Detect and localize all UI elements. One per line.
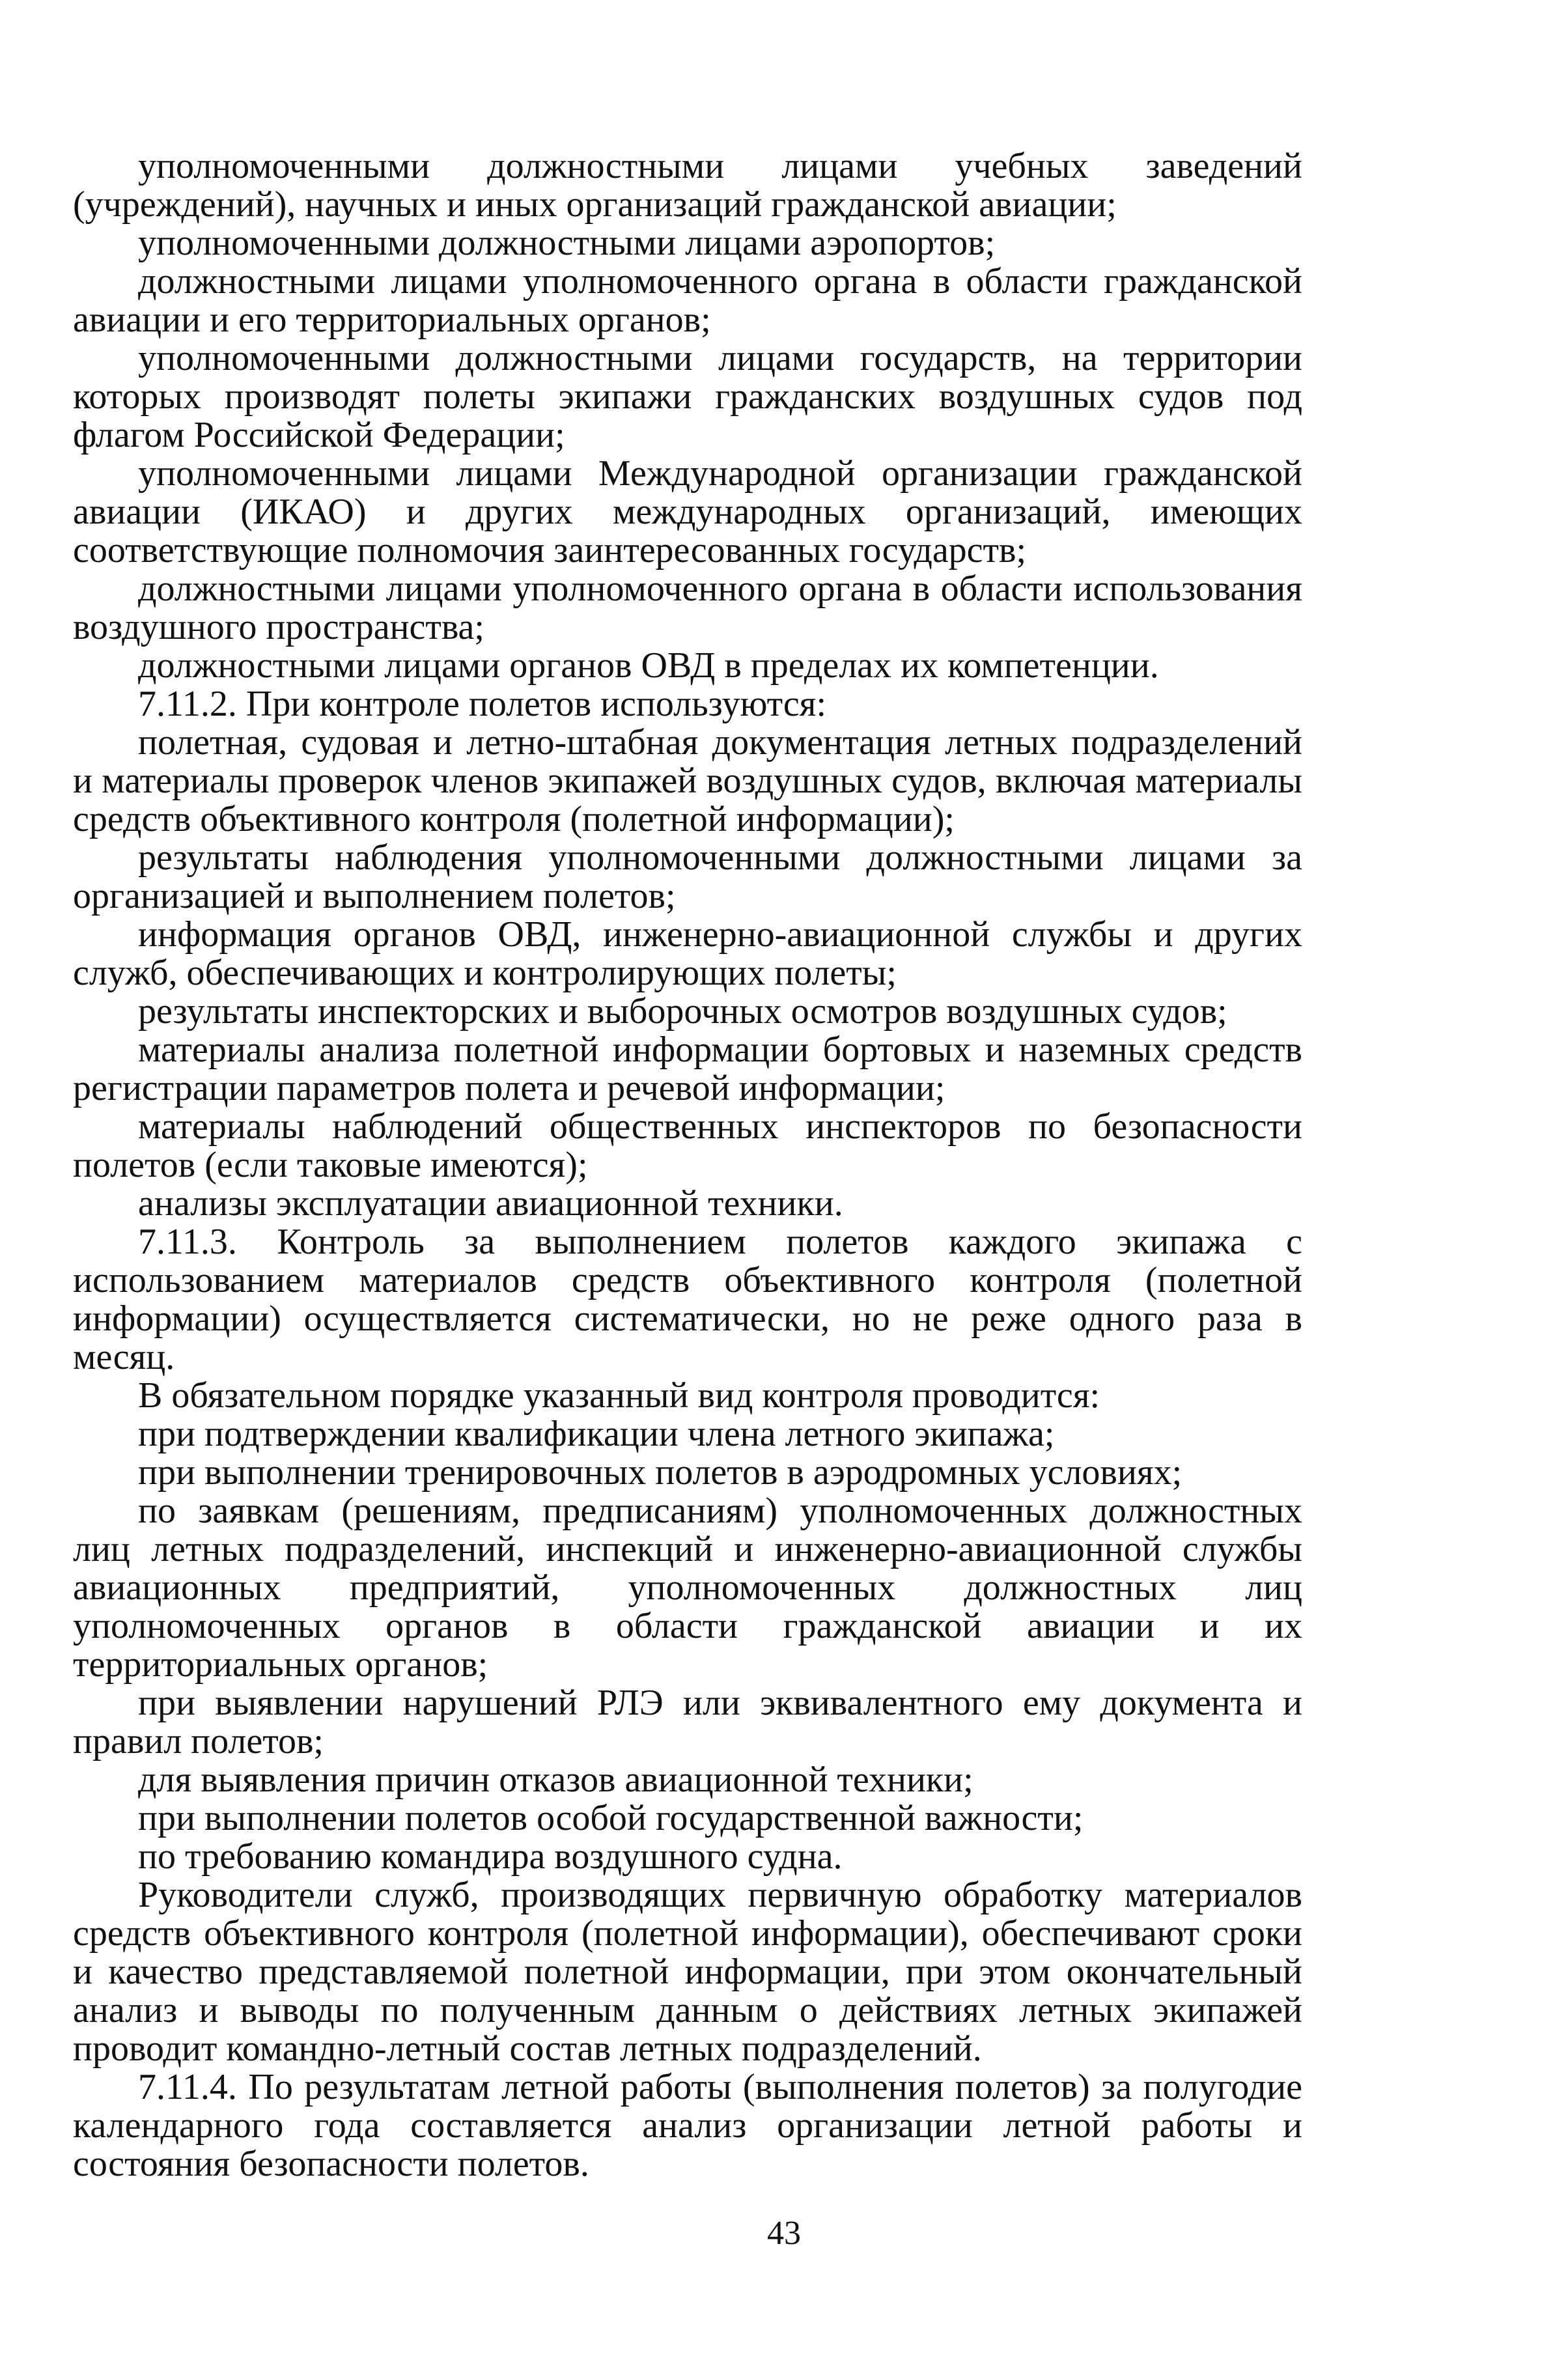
page-number: 43 [767, 2215, 801, 2252]
paragraph: В обязательном порядке указанный вид контроля проводится: [138, 1375, 1100, 1416]
paragraph: должностными лицами органов ОВД в пределах их компетенции. [138, 645, 1159, 686]
paragraph: при выполнении полетов особой государственной важности; [138, 1798, 1084, 1838]
paragraph: должностными лицами уполномоченного органа в области использования воздушного пространства; [73, 568, 1302, 647]
paragraph: уполномоченными должностными лицами государств, на территории которых производят полеты экипажи гражданских воздушных судов под флагом Российской Федерации; [73, 338, 1302, 455]
paragraph: при выполнении тренировочных полетов в аэродромных условиях; [138, 1452, 1183, 1493]
section-7-11-4: 7.11.4. По результатам летной работы (выполнения полетов) за полугодие календарного года составляется анализ организации летной работы и состояния безопасности полетов. [73, 2067, 1302, 2184]
paragraph: результаты инспекторских и выборочных осмотров воздушных судов; [138, 991, 1227, 1031]
paragraph: при выявлении нарушений РЛЭ или эквивалентного ему документа и правил полетов; [73, 1683, 1302, 1761]
paragraph: анализы эксплуатации авиационной техники. [138, 1183, 843, 1224]
document-page [73, 147, 1302, 2183]
paragraph: уполномоченными лицами Международной организации гражданской авиации (ИКАО) и других международных организаций, имеющих соответствующие полномочия заинтересованных государств; [73, 453, 1302, 570]
paragraph: информация органов ОВД, инженерно-авиационной службы и других служб, обеспечивающих и контролирующих полеты; [73, 914, 1302, 993]
paragraph: материалы наблюдений общественных инспекторов по безопасности полетов (если таковые имеются); [73, 1106, 1302, 1185]
section-heading-7-11-2: 7.11.2. При контроле полетов используются: [138, 684, 826, 724]
paragraph: материалы анализа полетной информации бортовых и наземных средств регистрации параметров полета и речевой информации; [73, 1030, 1302, 1108]
paragraph: уполномоченными должностными лицами аэропортов; [138, 223, 996, 263]
paragraph: по требованию командира воздушного судна. [138, 1836, 843, 1877]
paragraph: полетная, судовая и летно-штабная документация летных подразделений и материалы проверок членов экипажей воздушных судов, включая материалы средств объективного контроля (полетной информации); [73, 722, 1302, 839]
paragraph: результаты наблюдения уполномоченными должностными лицами за организацией и выполнением полетов; [73, 837, 1302, 916]
paragraph: для выявления причин отказов авиационной техники; [138, 1760, 973, 1800]
paragraph: уполномоченными должностными лицами учебных заведений (учреждений), научных и иных организаций гражданской авиации; [73, 146, 1302, 225]
paragraph: по заявкам (решениям, предписаниям) уполномоченных должностных лиц летных подразделений, инспекций и инженерно-авиационной службы авиационных предприятий, уполномоченных должностных лиц уполномоченных органов в области гражданской авиации и их территориальных органов; [73, 1491, 1302, 1685]
paragraph: Руководители служб, производящих первичную обработку материалов средств объективного контроля (полетной информации), обеспечивают сроки и качество представляемой полетной информации, при этом окончательный анализ и выводы по полученным данным о действиях летных экипажей проводит командно-летный состав летных подразделений. [73, 1875, 1302, 2069]
section-7-11-3: 7.11.3. Контроль за выполнением полетов каждого экипажа с использованием материалов средств объективного контроля (полетной информации) осуществляется систематически, но не реже одного раза в месяц. [73, 1222, 1302, 1377]
paragraph: должностными лицами уполномоченного органа в области гражданской авиации и его территориальных органов; [73, 261, 1302, 340]
paragraph: при подтверждении квалификации члена летного экипажа; [138, 1414, 1055, 1454]
